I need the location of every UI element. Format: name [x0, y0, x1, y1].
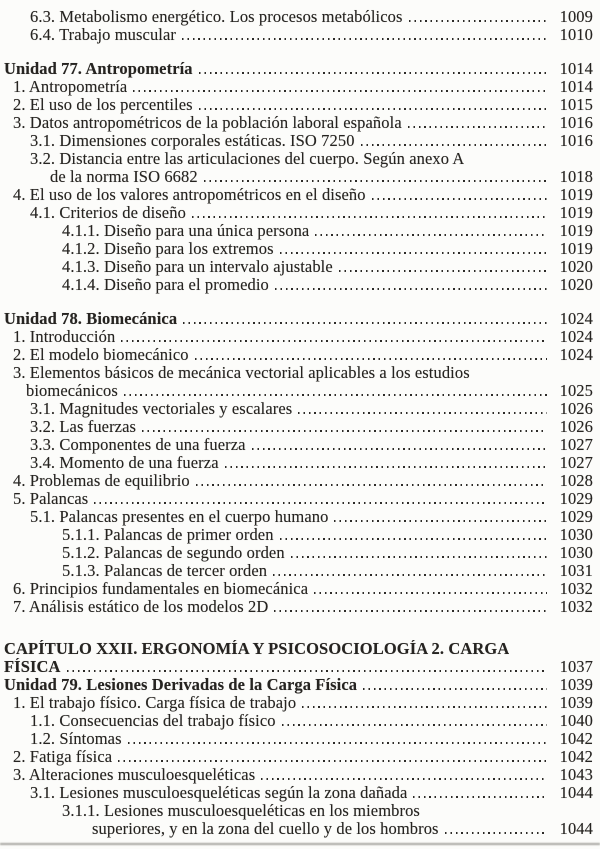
dot-leader [183, 322, 547, 324]
toc-block [3, 60, 593, 294]
dot-leader [118, 760, 547, 762]
page-number: 1044 [559, 783, 593, 802]
toc-row [3, 60, 593, 78]
page-number: 1024 [559, 327, 593, 346]
toc-row [3, 150, 593, 168]
toc-entry-text: 5.1.1. Palancas de primer orden [62, 526, 274, 544]
toc-row [3, 204, 593, 222]
toc-entry-text: 2. Fatiga física [13, 748, 113, 766]
toc-row [3, 694, 593, 712]
dot-leader [199, 72, 547, 74]
toc-entry-text: 5. Palancas [13, 490, 89, 508]
dot-leader [273, 574, 547, 576]
dot-leader [261, 778, 547, 780]
toc-row [3, 580, 593, 598]
toc-row [3, 78, 593, 96]
dot-leader [182, 38, 547, 40]
toc-entry-text: 5.1.3. Palancas de tercer orden [62, 562, 268, 580]
toc-entry-text: 6.3. Metabolismo energético. Los procesos metabólicos [30, 8, 403, 26]
page-number: 1032 [559, 579, 593, 598]
dot-leader [128, 742, 547, 744]
toc-entry-text: 3. Elementos básicos de mecánica vectorial aplicables a los estudios [13, 364, 470, 382]
toc-row [3, 240, 593, 258]
toc-row [3, 508, 593, 526]
toc-entry-text: CAPÍTULO XXII. ERGONOMÍA Y PSICOSOCIOLOGÍA 2. CARGA [4, 640, 510, 658]
page-number: 1016 [559, 131, 593, 150]
dot-leader [413, 796, 547, 798]
toc-entry-text: biomecánicos [26, 382, 118, 400]
page-number: 1027 [559, 453, 593, 472]
toc-row [3, 382, 593, 400]
page-number: 1010 [559, 25, 593, 44]
toc-entry-text: 3. Alteraciones musculoesqueléticas [13, 766, 256, 784]
toc-row [3, 8, 593, 26]
page-number: 1015 [559, 95, 593, 114]
toc-entry-text: superiores, y en la zona del cuello y de los hombros [92, 820, 439, 838]
toc-row [3, 748, 593, 766]
toc-entry-text: 4.1.2. Diseño para los extremos [62, 240, 274, 258]
dot-leader [408, 126, 547, 128]
page-number: 1040 [559, 711, 593, 730]
dot-leader [192, 216, 547, 218]
toc-entry-text: 4.1.1. Diseño para una única persona [62, 222, 310, 240]
page-number: 1014 [559, 77, 593, 96]
dot-leader [334, 520, 547, 522]
toc-row [3, 712, 593, 730]
toc-row [3, 436, 593, 454]
toc-row [3, 418, 593, 436]
toc-entry-text: 3.1.1. Lesiones musculoesqueléticas en los miembros [62, 802, 420, 820]
toc-entry-text: 1.1. Consecuencias del trabajo físico [30, 712, 276, 730]
dot-leader [445, 832, 547, 834]
scan-edge-line [0, 843, 600, 845]
dot-leader [339, 270, 547, 272]
toc-entry-text: 1.2. Síntomas [30, 730, 122, 748]
dot-leader [225, 466, 547, 468]
toc-row [3, 784, 593, 802]
dot-leader [280, 538, 547, 540]
page-number: 1018 [559, 167, 593, 186]
page-number: 1027 [559, 435, 593, 454]
dot-leader [124, 394, 547, 396]
dot-leader [133, 90, 547, 92]
dot-leader [315, 234, 547, 236]
toc-row [3, 400, 593, 418]
toc-entry-text: 3.2. Distancia entre las articulaciones del cuerpo. Según anexo A [30, 150, 465, 168]
page-number: 1039 [559, 693, 593, 712]
page-number: 1026 [559, 399, 593, 418]
toc-entry-text: 4. El uso de los valores antropométricos en el diseño [13, 186, 366, 204]
dot-leader [314, 592, 547, 594]
toc-row [3, 346, 593, 364]
dot-leader [302, 706, 547, 708]
toc-row [3, 96, 593, 114]
dot-leader [275, 288, 547, 290]
toc-row [3, 310, 593, 328]
toc-entry-text: 3.3. Componentes de una fuerza [30, 436, 246, 454]
toc-entry-text: 3.1. Magnitudes vectoriales y escalares [30, 400, 293, 418]
dot-leader [195, 358, 547, 360]
toc-entry-text: 3.2. Las fuerzas [30, 418, 137, 436]
dot-leader [196, 484, 547, 486]
dot-leader [282, 724, 547, 726]
toc-block [3, 310, 593, 616]
page-number: 1032 [559, 597, 593, 616]
toc-row [3, 472, 593, 490]
toc-entry-text: 2. El modelo biomecánico [13, 346, 189, 364]
toc-entry-text: 4. Problemas de equilibrio [13, 472, 190, 490]
page-number: 1020 [559, 275, 593, 294]
toc-entry-text: 4.1. Criterios de diseño [30, 204, 186, 222]
toc-entry-text: 6. Principios fundamentales en biomecánica [13, 580, 309, 598]
page-number: 1028 [559, 471, 593, 490]
toc-entry-text: Unidad 79. Lesiones Derivadas de la Carga Física [4, 676, 358, 694]
page-number: 1042 [559, 729, 593, 748]
page-number: 1019 [559, 221, 593, 240]
page-number: 1042 [559, 747, 593, 766]
dot-leader [363, 688, 547, 690]
toc-row [3, 168, 593, 186]
toc-entry-text: 3. Datos antropométricos de la población laboral española [13, 114, 402, 132]
toc-entry-text: 5.1. Palancas presentes en el cuerpo humano [30, 508, 329, 526]
page-number: 1024 [559, 309, 593, 328]
toc-entry-text: 7. Análisis estático de los modelos 2D [13, 598, 269, 616]
toc-entry-text: 4.1.3. Diseño para un intervalo ajustable [62, 258, 333, 276]
dot-leader [372, 198, 547, 200]
toc-row [3, 598, 593, 616]
toc-entry-text: Unidad 77. Antropometría [4, 60, 193, 78]
toc-row [3, 222, 593, 240]
page-number: 1019 [559, 185, 593, 204]
toc-row [3, 676, 593, 694]
page-number: 1043 [559, 765, 593, 784]
toc-row [3, 820, 593, 838]
toc-row [3, 658, 593, 676]
page-number: 1014 [559, 59, 593, 78]
page-number: 1020 [559, 257, 593, 276]
toc-entry-text: 1. Antropometría [13, 78, 128, 96]
toc-row [3, 640, 593, 658]
toc-row [3, 454, 593, 472]
page-number: 1030 [559, 525, 593, 544]
toc-row [3, 364, 593, 382]
toc-row [3, 26, 593, 44]
page-number: 1024 [559, 345, 593, 364]
dot-leader [361, 144, 547, 146]
toc-row [3, 276, 593, 294]
dot-leader [121, 340, 547, 342]
page-number: 1039 [559, 675, 593, 694]
toc-entry-text: 4.1.4. Diseño para el promedio [62, 276, 269, 294]
page-number: 1037 [559, 657, 593, 676]
dot-leader [94, 502, 547, 504]
toc-row [3, 562, 593, 580]
page-number: 1029 [559, 489, 593, 508]
toc-row [3, 258, 593, 276]
dot-leader [274, 610, 547, 612]
toc-row [3, 132, 593, 150]
toc-block [3, 640, 593, 838]
dot-leader [199, 108, 547, 110]
toc-row [3, 186, 593, 204]
toc-entry-text: 1. Introducción [13, 328, 116, 346]
toc-row [3, 490, 593, 508]
toc-entry-text: 5.1.2. Palancas de segundo orden [62, 544, 285, 562]
page-number: 1009 [559, 7, 593, 26]
toc-block [3, 8, 593, 44]
page-number: 1030 [559, 543, 593, 562]
toc-row [3, 802, 593, 820]
page-number: 1016 [559, 113, 593, 132]
dot-leader [409, 20, 548, 22]
toc-row [3, 328, 593, 346]
toc-entry-text: 3.1. Dimensiones corporales estáticas. ISO 7250 [30, 132, 355, 150]
dot-leader [252, 448, 547, 450]
page-number: 1029 [559, 507, 593, 526]
page-number: 1026 [559, 417, 593, 436]
page-number: 1019 [559, 239, 593, 258]
toc-row [3, 544, 593, 562]
page-number: 1031 [559, 561, 593, 580]
toc-entry-text: 6.4. Trabajo muscular [30, 26, 177, 44]
toc-row [3, 766, 593, 784]
page-number: 1044 [559, 819, 593, 838]
dot-leader [291, 556, 547, 558]
toc-row [3, 730, 593, 748]
toc-entry-text: 1. El trabajo físico. Carga física de trabajo [13, 694, 297, 712]
toc-entry-text: de la norma ISO 6682 [50, 168, 198, 186]
dot-leader [298, 412, 547, 414]
toc-entry-text: 3.4. Momento de una fuerza [30, 454, 219, 472]
page-number: 1019 [559, 203, 593, 222]
toc-entry-text: 2. El uso de los percentiles [13, 96, 193, 114]
toc-row [3, 526, 593, 544]
toc-entry-text: FÍSICA [4, 658, 61, 676]
toc-entry-text: 3.1. Lesiones musculoesqueléticas según la zona dañada [30, 784, 408, 802]
page-number: 1025 [559, 381, 593, 400]
toc-entry-text: Unidad 78. Biomecánica [4, 310, 178, 328]
dot-leader [204, 180, 547, 182]
dot-leader [67, 670, 547, 672]
dot-leader [142, 430, 547, 432]
toc-row [3, 114, 593, 132]
dot-leader [280, 252, 547, 254]
